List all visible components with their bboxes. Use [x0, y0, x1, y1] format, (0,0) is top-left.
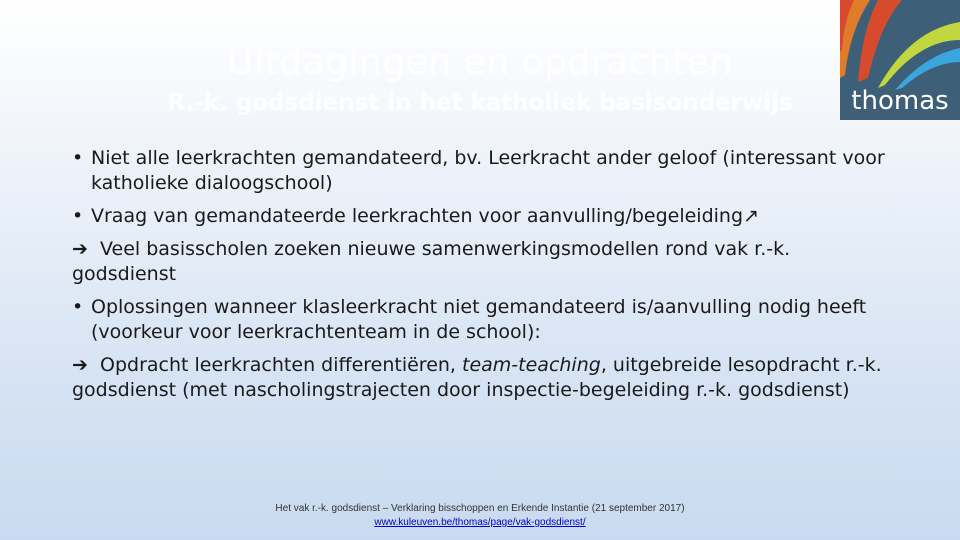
bullet-item [72, 146, 892, 196]
arrow-right-icon: ➔ [72, 238, 88, 260]
bullet-text: Niet alle leerkrachten gemandateerd, bv. Leerkracht ander geloof (interessant voor katholieke dialoogschool) [91, 147, 885, 194]
bullet-dot-icon: • [72, 296, 84, 318]
arrow-text-post: , uitgebreide lesopdracht r.-k. godsdienst (met nascholingstrajecten door inspectie-begeleiding r.-k. godsdienst) [72, 354, 882, 401]
bullet-item [72, 295, 892, 345]
footer-link[interactable]: www.kuleuven.be/thomas/page/vak-godsdienst/ [374, 517, 586, 528]
arrow-item [72, 353, 892, 403]
footer [0, 502, 960, 530]
arrow-item [72, 237, 892, 287]
bullet-dot-icon: • [72, 205, 84, 227]
slide-body [72, 146, 892, 411]
bullet-dot-icon: • [72, 147, 84, 169]
logo-text: thomas [851, 86, 949, 116]
external-link-icon: ↗ [743, 205, 759, 227]
arrow-text-italic: team-teaching [462, 354, 601, 376]
slide-title: Uitdagingen en opdrachten [227, 42, 733, 83]
arrow-text-pre: Opdracht leerkrachten differentiëren, [100, 354, 463, 376]
footer-source: Het vak r.-k. godsdienst – Verklaring bisschoppen en Erkende Instantie (21 september 2017) [275, 503, 685, 514]
thomas-logo [840, 0, 960, 120]
bullet-text: Oplossingen wanneer klasleerkracht niet gemandateerd is/aanvulling nodig heeft (voorkeur voor leerkrachtenteam in de school): [91, 296, 867, 343]
slide-subtitle: R.-k. godsdienst in het katholiek basisonderwijs [167, 90, 793, 116]
arrow-text: Veel basisscholen zoeken nieuwe samenwerkingsmodellen rond vak r.-k. godsdienst [72, 238, 791, 285]
bullet-item [72, 204, 892, 229]
arrow-right-icon: ➔ [72, 354, 88, 376]
bullet-text: Vraag van gemandateerde leerkrachten voor aanvulling/begeleiding [91, 205, 744, 227]
